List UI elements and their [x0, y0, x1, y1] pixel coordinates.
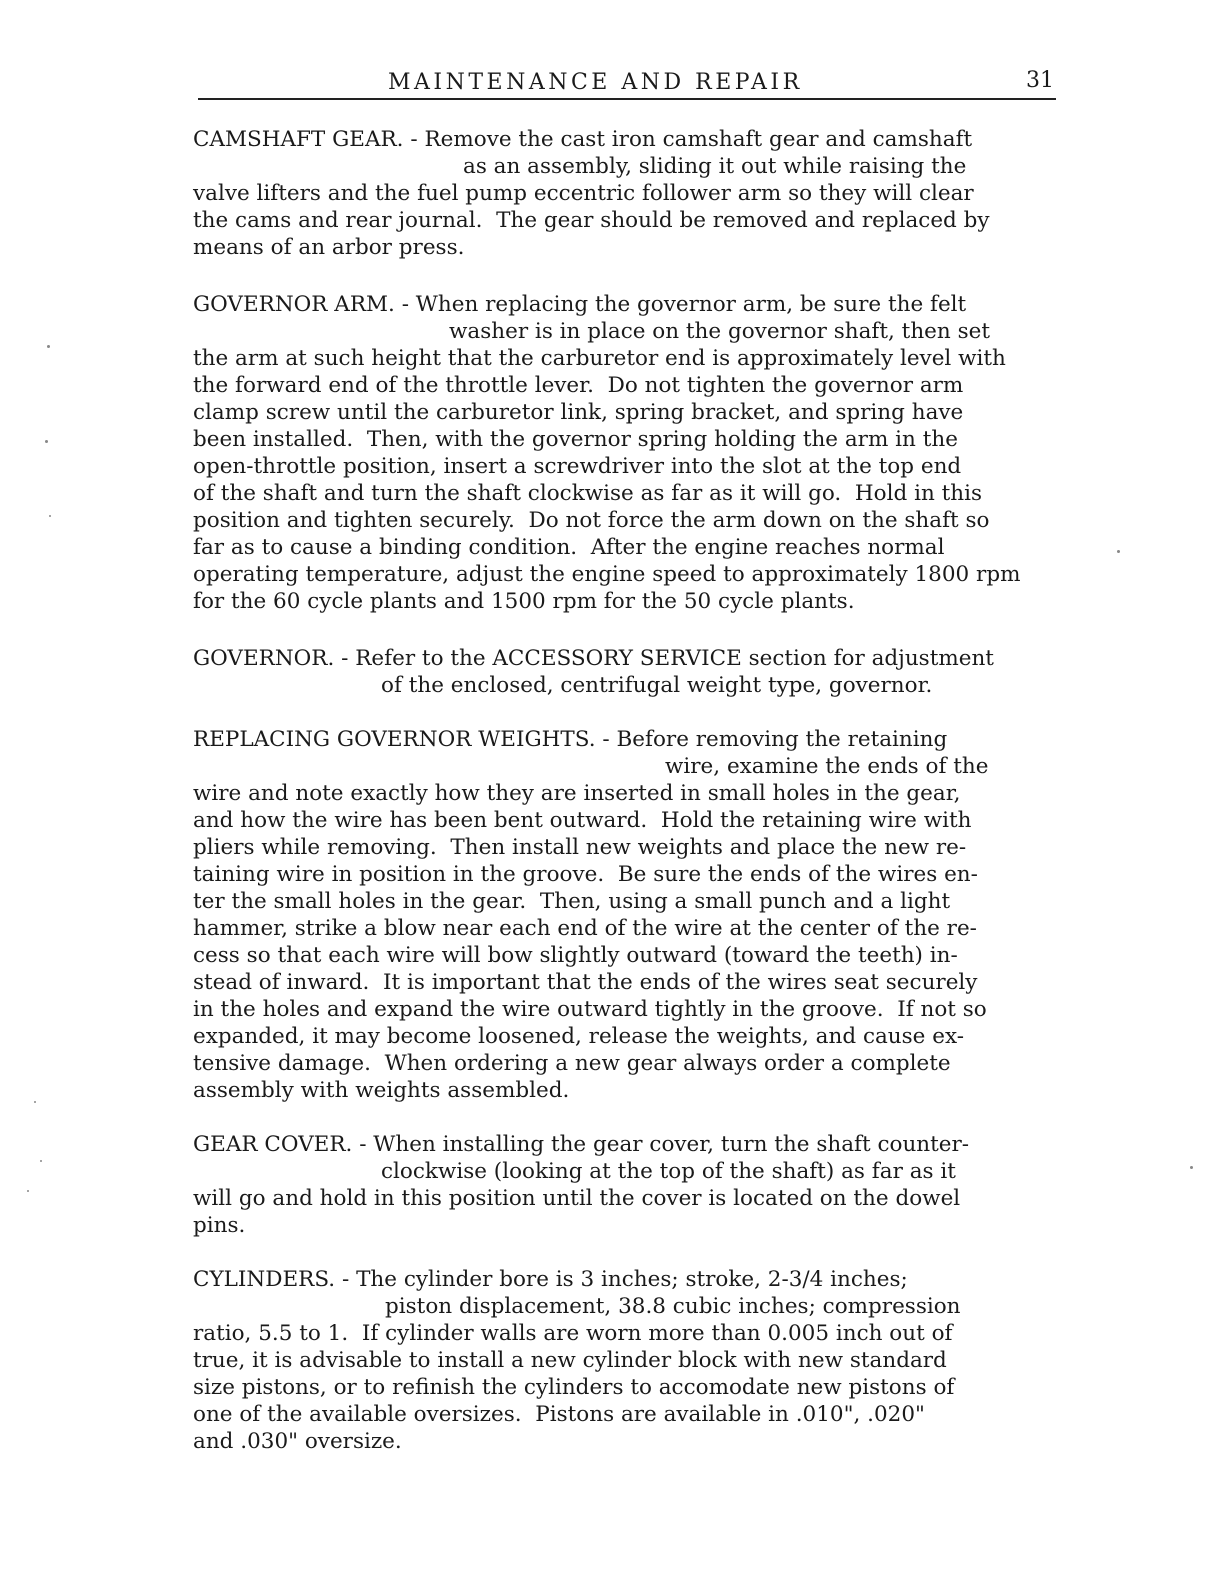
paragraph-line: taining wire in position in the groove. Be sure the ends of the wires en-	[193, 862, 978, 887]
section-camshaft-gear	[193, 126, 1093, 261]
paragraph-line: assembly with weights assembled.	[193, 1078, 570, 1103]
section-gear-cover	[193, 1131, 1093, 1239]
paragraph-line: washer is in place on the governor shaft, then set	[449, 319, 990, 344]
paragraph-line: pliers while removing. Then install new weights and place the new re-	[193, 835, 967, 860]
page-header	[198, 68, 1056, 100]
section-heading: CYLINDERS.	[193, 1267, 336, 1292]
paragraph-line: for the 60 cycle plants and 1500 rpm for the 50 cycle plants.	[193, 589, 855, 614]
paragraph-first-line	[193, 726, 1093, 753]
paragraph-line: of the enclosed, centrifugal weight type, governor.	[381, 673, 933, 698]
first-line-text: - Before removing the retaining	[595, 727, 948, 752]
first-line-text: - When replacing the governor arm, be sure the felt	[394, 292, 967, 317]
paragraph-line: clamp screw until the carburetor link, spring bracket, and spring have	[193, 400, 964, 425]
section-heading: GOVERNOR.	[193, 646, 335, 671]
paragraph-line: ter the small holes in the gear. Then, using a small punch and a light	[193, 889, 951, 914]
scan-speck	[1190, 1166, 1193, 1169]
paragraph-line: clockwise (looking at the top of the shaft) as far as it	[381, 1159, 956, 1184]
running-title: MAINTENANCE AND REPAIR	[388, 70, 803, 95]
paragraph-line: operating temperature, adjust the engine speed to approximately 1800 rpm	[193, 562, 1021, 587]
paragraph-line: been installed. Then, with the governor spring holding the arm in the	[193, 427, 958, 452]
scan-speck	[27, 1190, 29, 1192]
paragraph-line: hammer, strike a blow near each end of the wire at the center of the re-	[193, 916, 977, 941]
paragraph-line: open-throttle position, insert a screwdriver into the slot at the top end	[193, 454, 962, 479]
section-governor-arm	[193, 291, 1093, 615]
paragraph-first-line	[193, 1266, 1093, 1293]
scan-speck	[34, 1101, 36, 1103]
paragraph-line: expanded, it may become loosened, release the weights, and cause ex-	[193, 1024, 964, 1049]
paragraph-line: means of an arbor press.	[193, 235, 465, 260]
paragraph-line: piston displacement, 38.8 cubic inches; compression	[385, 1294, 961, 1319]
paragraph-line: far as to cause a binding condition. After the engine reaches normal	[193, 535, 945, 560]
scan-speck	[49, 515, 51, 517]
paragraph-line: one of the available oversizes. Pistons are available in .010", .020"	[193, 1402, 925, 1427]
first-line-text: - Refer to the ACCESSORY SERVICE section for adjustment	[334, 646, 994, 671]
first-line-text: - Remove the cast iron camshaft gear and camshaft	[403, 127, 973, 152]
section-heading: CAMSHAFT GEAR.	[193, 127, 404, 152]
paragraph-line: and how the wire has been bent outward. Hold the retaining wire with	[193, 808, 972, 833]
scan-speck	[45, 440, 48, 443]
paragraph-line: the cams and rear journal. The gear should be removed and replaced by	[193, 208, 990, 233]
paragraph-line: true, it is advisable to install a new cylinder block with new standard	[193, 1348, 947, 1373]
paragraph-first-line	[193, 126, 1093, 153]
paragraph-line: wire and note exactly how they are inserted in small holes in the gear,	[193, 781, 961, 806]
section-replacing-governor-weights	[193, 726, 1093, 1104]
paragraph-first-line	[193, 645, 1093, 672]
paragraph-line: ratio, 5.5 to 1. If cylinder walls are worn more than 0.005 inch out of	[193, 1321, 953, 1346]
scan-speck	[47, 345, 50, 348]
section-governor	[193, 645, 1093, 699]
paragraph-line: as an assembly, sliding it out while raising the	[463, 154, 967, 179]
first-line-text: - The cylinder bore is 3 inches; stroke, 2-3/4 inches;	[335, 1267, 908, 1292]
scan-speck	[40, 1160, 42, 1162]
paragraph-line: valve lifters and the fuel pump eccentric follower arm so they will clear	[193, 181, 974, 206]
section-heading: GOVERNOR ARM.	[193, 292, 395, 317]
paragraph-line: the arm at such height that the carburetor end is approximately level with	[193, 346, 1006, 371]
section-heading: GEAR COVER.	[193, 1132, 353, 1157]
paragraph-first-line	[193, 1131, 1093, 1158]
scan-speck	[1117, 550, 1120, 553]
first-line-text: - When installing the gear cover, turn the shaft counter-	[352, 1132, 970, 1157]
paragraph-line: of the shaft and turn the shaft clockwise as far as it will go. Hold in this	[193, 481, 983, 506]
paragraph-line: size pistons, or to refinish the cylinders to accomodate new pistons of	[193, 1375, 955, 1400]
section-cylinders	[193, 1266, 1093, 1455]
paragraph-line: tensive damage. When ordering a new gear always order a complete	[193, 1051, 951, 1076]
paragraph-line: pins.	[193, 1213, 246, 1238]
paragraph-line: wire, examine the ends of the	[665, 754, 989, 779]
page-number: 31	[1026, 68, 1054, 93]
paragraph-line: in the holes and expand the wire outward tightly in the groove. If not so	[193, 997, 987, 1022]
paragraph-line: cess so that each wire will bow slightly outward (toward the teeth) in-	[193, 943, 958, 968]
paragraph-line: position and tighten securely. Do not force the arm down on the shaft so	[193, 508, 990, 533]
paragraph-line: and .030" oversize.	[193, 1429, 402, 1454]
paragraph-first-line	[193, 291, 1093, 318]
paragraph-line: stead of inward. It is important that the ends of the wires seat securely	[193, 970, 978, 995]
paragraph-line: will go and hold in this position until the cover is located on the dowel	[193, 1186, 961, 1211]
section-heading: REPLACING GOVERNOR WEIGHTS.	[193, 727, 596, 752]
paragraph-line: the forward end of the throttle lever. Do not tighten the governor arm	[193, 373, 964, 398]
